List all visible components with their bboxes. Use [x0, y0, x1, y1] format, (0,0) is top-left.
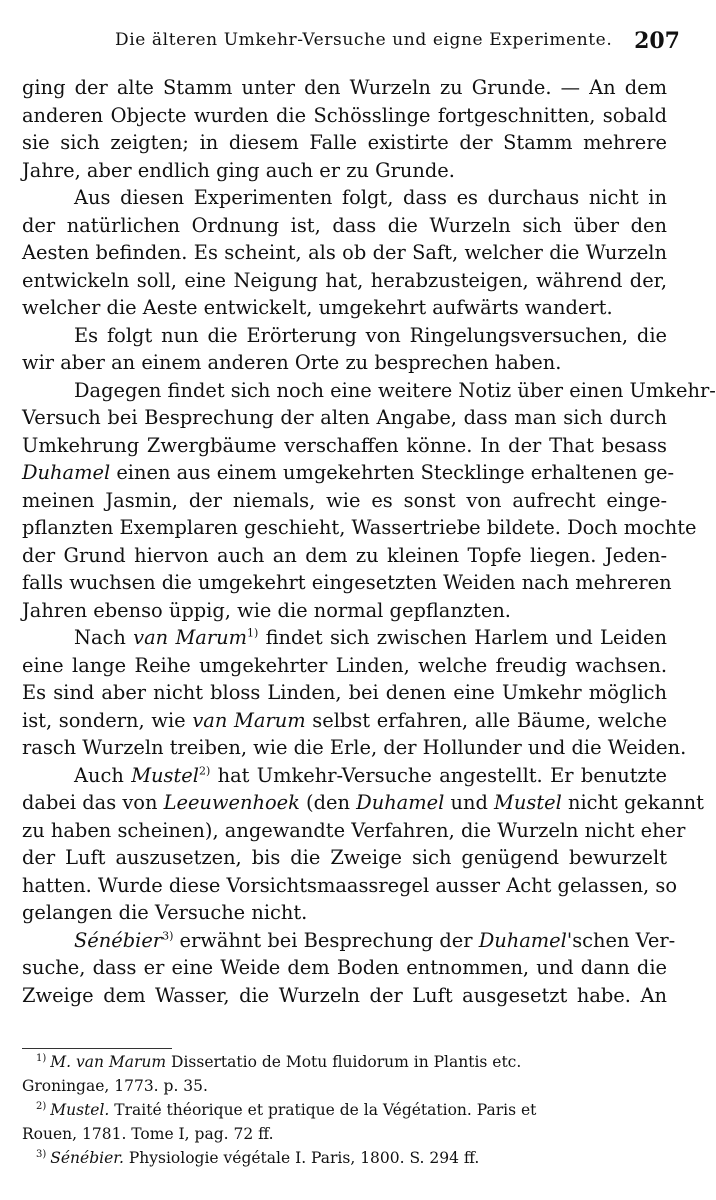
text-line — [22, 762, 667, 790]
text-run: nicht gekannt — [561, 791, 704, 814]
footnote-mark: 3) — [36, 1148, 47, 1160]
footnote-continuation: Rouen, 1781. Tome I, pag. 72 ff. — [22, 1125, 274, 1143]
text-line: Umkehrung Zwergbäume verschaffen könne. In der That besass — [22, 433, 667, 457]
footnote-text: Physiologie végétale I. Paris, 1800. S. 294 ff. — [123, 1149, 480, 1167]
footnote-mark: 2) — [36, 1100, 47, 1112]
text-run: hat Umkehr-Versuche angestellt. Er benutzte — [210, 763, 667, 787]
text-line: welcher die Aeste entwickelt, umgekehrt aufwärts wandert. — [22, 296, 613, 319]
running-head: Die älteren Umkehr-Versuche und eigne Experimente. — [115, 30, 613, 50]
footnote-ref: 3) — [162, 929, 174, 943]
text-line: gelangen die Versuche nicht. — [22, 901, 308, 924]
text-run: Nach — [74, 626, 134, 649]
author-name: Mustel — [131, 763, 199, 787]
footnote-divider — [22, 1048, 172, 1049]
text-line — [22, 789, 704, 817]
text-line: der Grund hiervon auch an dem zu kleinen Topfe liegen. Jeden- — [22, 543, 667, 567]
text-run: erwähnt bei Besprechung der — [173, 928, 479, 952]
footnote-author: M. van Marum — [50, 1053, 167, 1071]
text-run: ist, sondern, wie — [22, 708, 193, 732]
page-number: 207 — [634, 28, 680, 54]
text-run: 'schen Ver- — [566, 928, 676, 952]
author-name: van Marum — [133, 626, 247, 649]
footnote-continuation: Groningae, 1773. p. 35. — [22, 1077, 208, 1095]
author-name: van Marum — [192, 708, 306, 732]
text-line — [22, 624, 667, 652]
footnote-ref: 2) — [198, 764, 211, 778]
text-line: der Luft auszusetzen, bis die Zweige sich genügend bewurzelt — [22, 846, 667, 869]
text-line: eine lange Reihe umgekehrter Linden, welche freudig wachsen. — [22, 653, 667, 677]
footnote-text: Traité théorique et pratique de la Végétation. Paris et — [109, 1101, 537, 1119]
footnote — [22, 1146, 667, 1170]
text-line — [22, 927, 676, 955]
text-run: (den — [299, 791, 357, 814]
footnote — [22, 1098, 667, 1122]
text-line: der natürlichen Ordnung ist, dass die Wurzeln sich über den — [22, 213, 667, 237]
text-run: findet sich zwischen Harlem und Leiden — [258, 626, 667, 649]
author-name: Mustel — [494, 791, 562, 814]
footnote-text: Dissertatio de Motu fluidorum in Plantis etc. — [166, 1053, 522, 1071]
text-line: sie sich zeigten; in diesem Falle existirte der Stamm mehrere — [22, 131, 667, 154]
footnotes — [22, 1050, 667, 1170]
author-name: Sénébier — [74, 928, 163, 952]
text-line: wir aber an einem anderen Orte zu besprechen haben. — [22, 351, 562, 374]
text-line: Aus diesen Experimenten folgt, dass es durchaus nicht in — [74, 186, 667, 209]
text-line: zu haben scheinen), angewandte Verfahren, die Wurzeln nicht eher — [22, 818, 686, 842]
text-line: Es sind aber nicht bloss Linden, bei denen eine Umkehr möglich — [22, 681, 667, 704]
text-line: Versuch bei Besprechung der alten Angabe, dass man sich durch — [22, 406, 667, 429]
text-line: pflanzten Exemplaren geschieht, Wassertriebe bildete. Doch mochte — [22, 516, 697, 539]
text-line: Dagegen findet sich noch eine weitere Notiz über einen Umkehr- — [74, 378, 716, 402]
author-name: Duhamel — [22, 461, 111, 484]
text-line: hatten. Wurde diese Vorsichtsmaassregel ausser Acht gelassen, so — [22, 873, 678, 897]
text-run: Auch — [74, 763, 132, 787]
page-header — [20, 28, 680, 58]
author-name: Duhamel — [356, 791, 445, 814]
text-line: suche, dass er eine Weide dem Boden entnommen, und dann die — [22, 956, 667, 979]
author-name: Duhamel — [478, 928, 567, 952]
text-run: einen aus einem umgekehrten Stecklinge erhaltenen ge- — [110, 461, 675, 484]
footnote — [22, 1050, 667, 1074]
text-line: Aesten befinden. Es scheint, als ob der Saft, welcher die Wurzeln — [22, 241, 667, 264]
text-line: rasch Wurzeln treiben, wie die Erle, der Hollunder und die Weiden. — [22, 736, 687, 759]
text-line: ging der alte Stamm unter den Wurzeln zu Grunde. — An dem — [22, 76, 667, 99]
text-line: entwickeln soll, eine Neigung hat, herabzusteigen, während der, — [22, 268, 667, 292]
text-line — [22, 459, 675, 487]
author-name: Leeuwenhoek — [163, 791, 300, 814]
footnote-author: Mustel. — [50, 1101, 110, 1119]
text-line: Es folgt nun die Erörterung von Ringelungsversuchen, die — [74, 323, 667, 347]
text-line — [22, 707, 667, 735]
text-run: selbst erfahren, alle Bäume, welche — [305, 708, 667, 732]
text-line: Jahre, aber endlich ging auch er zu Grunde. — [22, 158, 455, 182]
body-text — [22, 74, 716, 1009]
footnote-mark: 1) — [36, 1052, 47, 1064]
text-line: Zweige dem Wasser, die Wurzeln der Luft ausgesetzt habe. An — [22, 983, 667, 1007]
text-line: Jahren ebenso üppig, wie die normal gepflanzten. — [22, 598, 511, 622]
text-line: meinen Jasmin, der niemals, wie es sonst von aufrecht einge- — [22, 488, 667, 512]
footnote-author: Sénébier. — [50, 1149, 124, 1167]
text-run: und — [444, 791, 495, 814]
footnote-ref: 1) — [247, 626, 259, 640]
text-line: anderen Objecte wurden die Schösslinge fortgeschnitten, sobald — [22, 103, 667, 127]
text-line: falls wuchsen die umgekehrt eingesetzten Weiden nach mehreren — [22, 571, 672, 594]
text-run: dabei das von — [22, 791, 164, 814]
